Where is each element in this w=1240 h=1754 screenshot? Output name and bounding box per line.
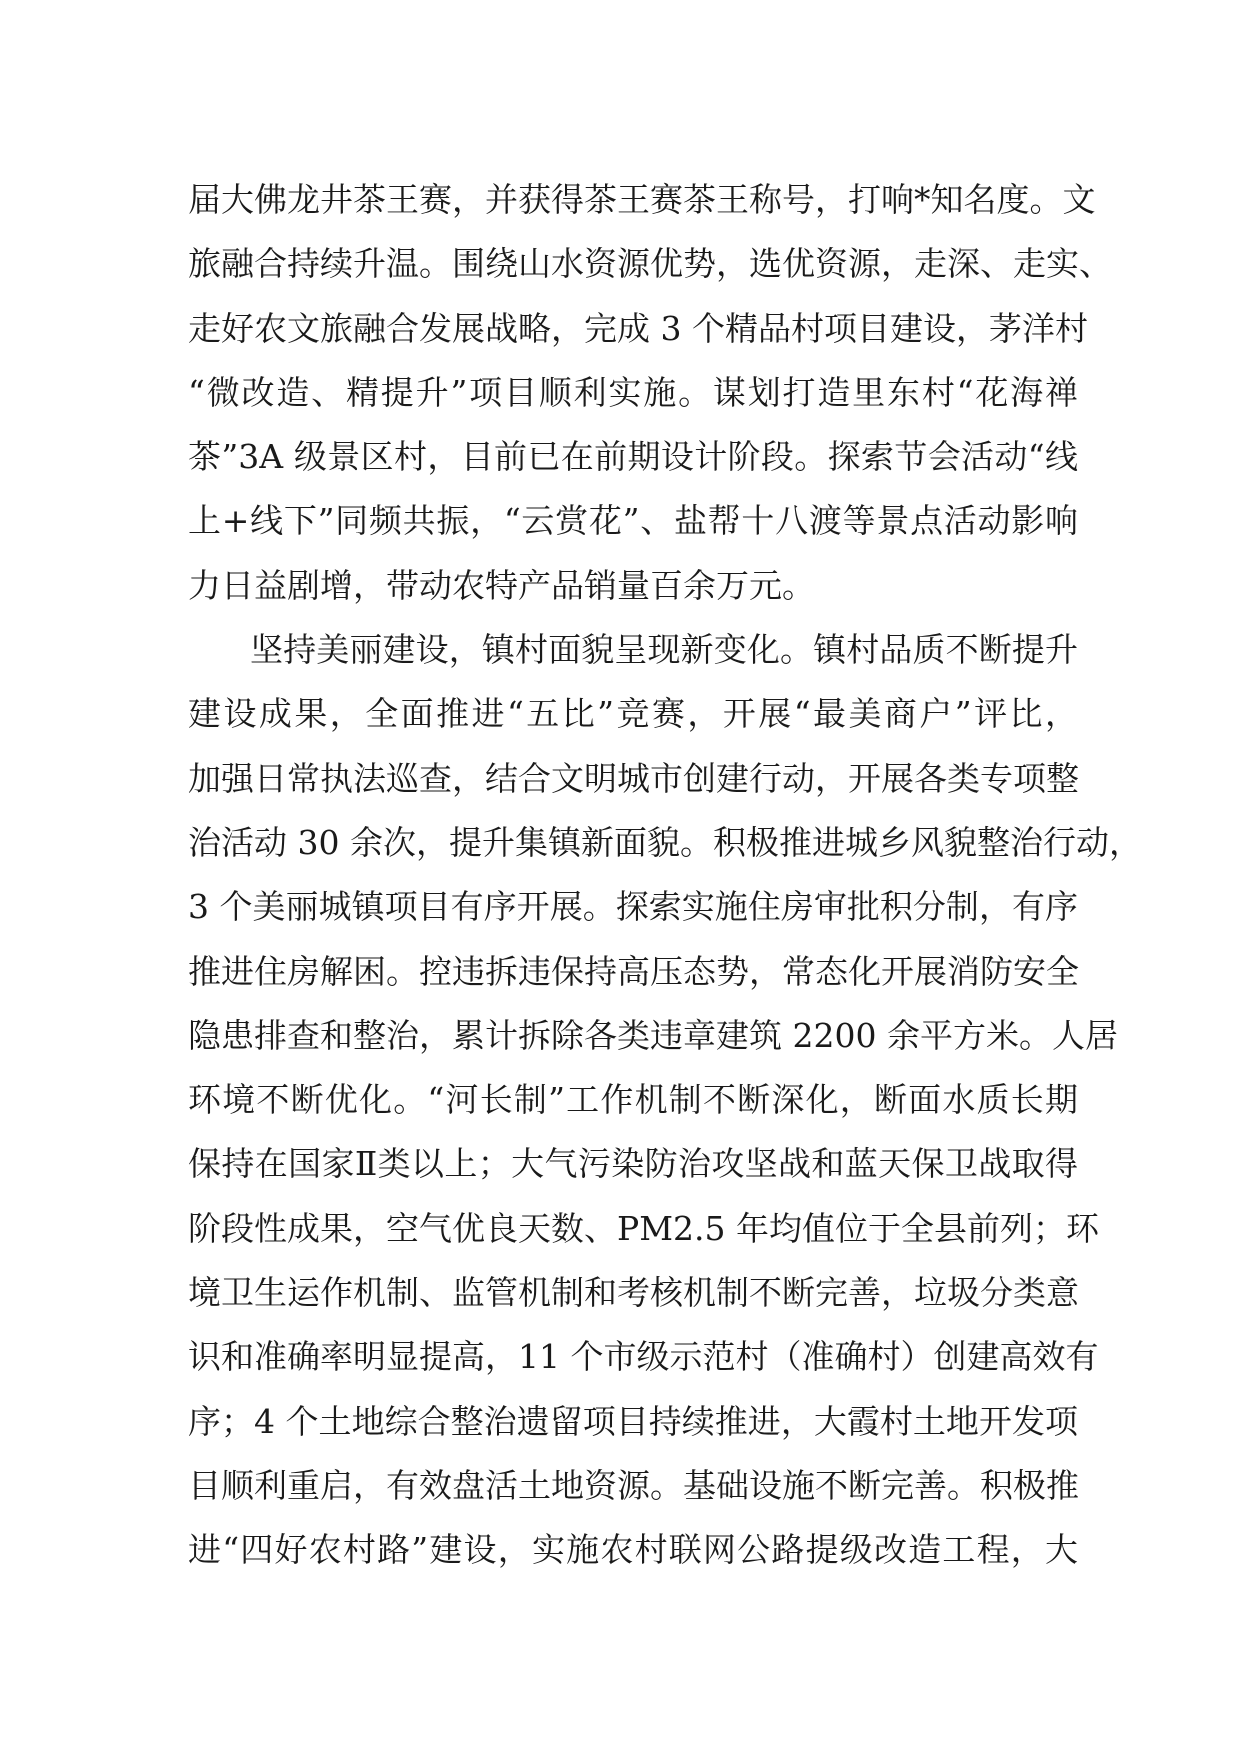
text-line: 环境不断优化。“河长制”工作机制不断深化，断面水质长期	[188, 1080, 1078, 1120]
text-line: 建设成果，全面推进“五比”竞赛，开展“最美商户”评比，	[188, 694, 1078, 734]
text-line: 上+线下”同频共振，“云赏花”、盐帮十八渡等景点活动影响	[188, 501, 1078, 541]
text-line: “微改造、精提升”项目顺利实施。谋划打造里东村“花海禅	[188, 372, 1078, 412]
text-line: 隐患排查和整治，累计拆除各类违章建筑 2200 余平方米。人居	[188, 1015, 1118, 1055]
text-line: 境卫生运作机制、监管机制和考核机制不断完善，垃圾分类意	[188, 1273, 1079, 1313]
text-line: 茶”3A 级景区村，目前已在前期设计阶段。探索节会活动“线	[188, 437, 1078, 477]
paragraph-2	[188, 618, 1142, 1582]
paragraph-1	[188, 168, 1112, 618]
text-line: 治活动 30 余次，提升集镇新面貌。积极推进城乡风貌整治行动，	[188, 822, 1142, 862]
text-line: 坚持美丽建设，镇村面貌呈现新变化。镇村品质不断提升	[250, 630, 1078, 670]
text-line: 保持在国家Ⅱ类以上；大气污染防治攻坚战和蓝天保卫战取得	[188, 1144, 1078, 1184]
text-line: 序；4 个土地综合整治遗留项目持续推进，大霞村土地开发项	[188, 1401, 1078, 1441]
text-line: 目顺利重启，有效盘活土地资源。基础设施不断完善。积极推	[188, 1465, 1079, 1505]
text-line: 推进住房解困。控违拆违保持高压态势，常态化开展消防安全	[188, 951, 1079, 991]
body-text	[188, 168, 1142, 1583]
text-line: 力日益剧增，带动农特产品销量百余万元。	[188, 565, 815, 605]
text-line: 阶段性成果，空气优良天数、PM2.5 年均值位于全县前列；环	[188, 1208, 1099, 1248]
text-line: 3 个美丽城镇项目有序开展。探索实施住房审批积分制，有序	[188, 887, 1078, 927]
text-line: 旅融合持续升温。围绕山水资源优势，选优资源，走深、走实、	[188, 244, 1112, 284]
text-line: 识和准确率明显提高，11 个市级示范村（准确村）创建高效有	[188, 1337, 1099, 1377]
text-line: 届大佛龙井茶王赛，并获得茶王赛茶王称号，打响*知名度。文	[188, 180, 1096, 219]
text-line: 加强日常执法巡查，结合文明城市创建行动，开展各类专项整	[188, 758, 1079, 798]
text-line: 进“四好农村路”建设，实施农村联网公路提级改造工程，大	[188, 1530, 1078, 1570]
text-line: 走好农文旅融合发展战略，完成 3 个精品村项目建设，茅洋村	[188, 308, 1088, 348]
